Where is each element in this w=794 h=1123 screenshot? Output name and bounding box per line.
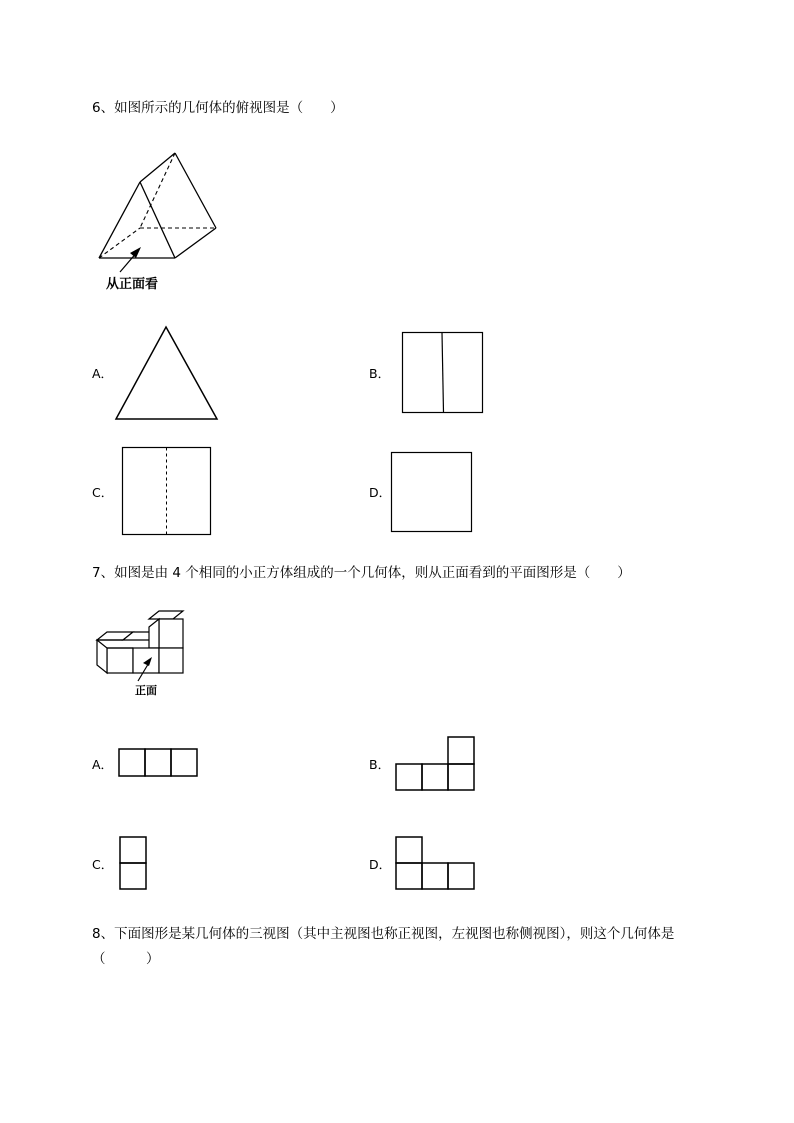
question-6-figure-caption: 从正面看 xyxy=(106,277,159,292)
q6-option-d-label: D． xyxy=(369,485,392,500)
q6-option-b-square-solid-line xyxy=(401,331,485,415)
q6-option-d-square xyxy=(390,451,474,534)
question-7-figure-caption: 正面 xyxy=(135,684,157,697)
cube-left-side-face xyxy=(97,640,107,673)
q6-option-b-label: B． xyxy=(369,366,391,381)
q7-option-b-label: B． xyxy=(369,757,391,772)
cube-upper-side-face xyxy=(149,619,159,648)
cube-bottom-3-front-face xyxy=(159,648,183,673)
prism-back-right-edge xyxy=(175,153,216,228)
cube-bottom-1-front-face xyxy=(107,648,133,673)
q7-option-c-two-squares xyxy=(118,835,149,891)
prism-front-right-edge xyxy=(140,182,175,258)
question-8-text: 8、下面图形是某几何体的三视图（其中主视图也称正视图，左视图也称侧视图），则这个几何体是 xyxy=(92,926,675,942)
prism-hidden-left-edge xyxy=(140,153,175,228)
cube-upper-front-face xyxy=(159,619,183,648)
prism-front-left-edge xyxy=(99,182,140,258)
question-7-cubes-figure xyxy=(90,610,190,700)
q6-option-a-label: A． xyxy=(92,366,114,381)
q7-option-c-label: C． xyxy=(92,857,114,872)
q7-option-d-l-shape xyxy=(394,835,476,892)
question-8-text-line2: （ ） xyxy=(92,951,160,967)
q7-option-a-label: A． xyxy=(92,757,114,772)
q7-option-d-label: D． xyxy=(369,857,392,872)
q7-option-b-l-shape xyxy=(394,735,476,792)
question-7-text: 7、如图是由 4 个相同的小正方体组成的一个几何体，则从正面看到的平面图形是（ ） xyxy=(92,565,631,581)
view-arrow-head-icon xyxy=(130,247,141,258)
question-6-prism-figure xyxy=(90,145,230,295)
cube-top-stack-top-face xyxy=(149,611,183,619)
q6-option-c-square-dashed-line xyxy=(121,446,213,538)
prism-bottom-right-edge xyxy=(175,228,216,258)
prism-top-edge xyxy=(140,153,175,182)
q6-option-c-label: C． xyxy=(92,485,114,500)
q6-option-a-triangle xyxy=(114,324,220,422)
cube-bottom-2-front-face xyxy=(133,648,159,673)
question-6-text: 6、如图所示的几何体的俯视图是（ ） xyxy=(92,100,344,116)
q7-option-a-three-squares xyxy=(117,747,199,778)
